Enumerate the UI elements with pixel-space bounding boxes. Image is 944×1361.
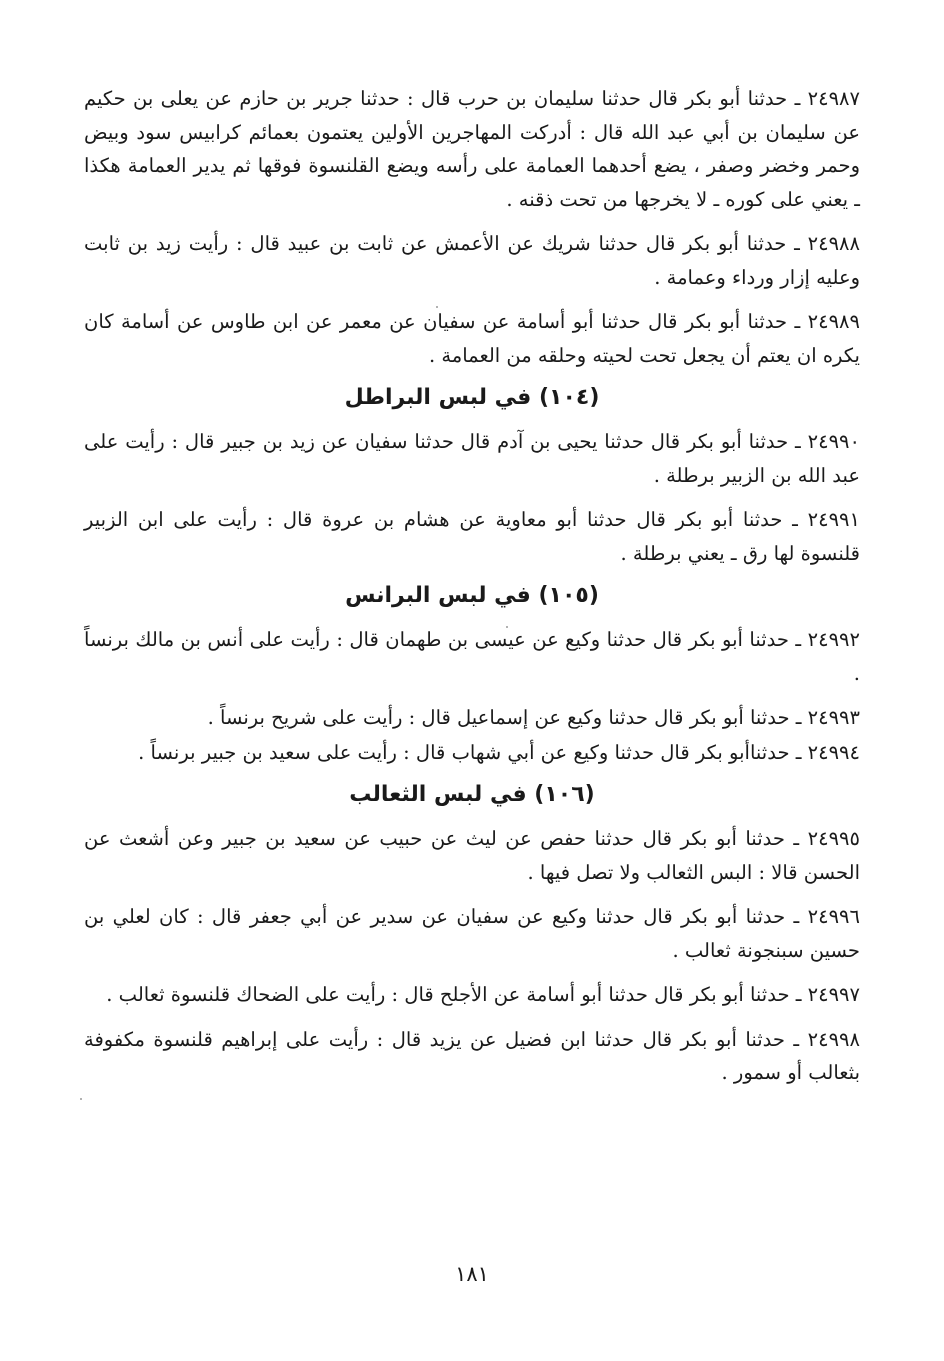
hadith-paragraph-24995: ٢٤٩٩٥ ـ حدثنا أبو بكر قال حدثنا حفص عن ليث عن حبيب عن سعيد بن جبير وعن أشعث عن الحسن قالا : البس الثعالب ولا تصل فيها . bbox=[84, 827, 860, 884]
hadith-paragraph-24993: ٢٤٩٩٣ ـ حدثنا أبو بكر قال حدثنا وكيع عن إسماعيل قال : رأيت على شريح برنساً . bbox=[207, 706, 860, 729]
scan-speck bbox=[506, 626, 508, 628]
page-number: ١٨١ bbox=[455, 1262, 489, 1286]
section-heading-104: (١٠٤) في لبس البراطل bbox=[344, 385, 600, 410]
scan-speck bbox=[436, 306, 438, 308]
hadith-paragraph-24991: ٢٤٩٩١ ـ حدثنا أبو بكر قال حدثنا أبو معاوية عن هشام بن عروة قال : رأيت على ابن الزبير قلنسوة لها رق ـ يعني برطلة . bbox=[84, 508, 860, 565]
hadith-paragraph-24996: ٢٤٩٩٦ ـ حدثنا أبو بكر قال حدثنا وكيع عن سفيان عن سدير عن أبي جعفر قال : كان لعلي بن حسين سبنجونة ثعالب . bbox=[84, 905, 860, 962]
hadith-paragraph-24998: ٢٤٩٩٨ ـ حدثنا أبو بكر قال حدثنا ابن فضيل عن يزيد قال : رأيت على إبراهيم قلنسوة مكفوفة بثعالب أو سمور . bbox=[84, 1027, 860, 1084]
hadith-paragraph-24992: ٢٤٩٩٢ ـ حدثنا أبو بكر قال حدثنا وكيع عن عيسى بن طهمان قال : رأيت على أنس بن مالك برنساً . bbox=[84, 628, 860, 685]
section-heading-106: (١٠٦) في لبس الثعالب bbox=[349, 782, 595, 807]
hadith-paragraph-24990: ٢٤٩٩٠ ـ حدثنا أبو بكر قال حدثنا يحيى بن آدم قال حدثنا سفيان عن زيد بن جبير قال : رأيت على عبد الله بن الزبير برطلة . bbox=[84, 430, 860, 487]
section-heading-105: (١٠٥) في لبس البرانس bbox=[345, 583, 599, 608]
scan-speck bbox=[80, 1098, 82, 1100]
hadith-paragraph-24988: ٢٤٩٨٨ ـ حدثنا أبو بكر قال حدثنا شريك عن الأعمش عن ثابت بن عبيد قال : رأيت زيد بن ثابت وعليه إزار ورداء وعمامة . bbox=[84, 232, 860, 289]
hadith-paragraph-24994: ٢٤٩٩٤ ـ حدثناأبو بكر قال حدثنا وكيع عن أبي شهاب قال : رأيت على سعيد بن جبير برنساً . bbox=[138, 740, 860, 764]
hadith-paragraph-24989: ٢٤٩٨٩ ـ حدثنا أبو بكر قال حدثنا أبو أسامة عن سفيان عن معمر عن ابن طاوس عن أسامة كان يكره ان يعتم أن يجعل تحت لحيته وحلقه من العمامة . bbox=[84, 310, 860, 367]
hadith-paragraph-24997: ٢٤٩٩٧ ـ حدثنا أبو بكر قال حدثنا أبو أسامة عن الأجلح قال : رأيت على الضحاك قلنسوة ثعالب . bbox=[106, 983, 860, 1006]
hadith-paragraph-24987: ٢٤٩٨٧ ـ حدثنا أبو بكر قال حدثنا سليمان بن حرب قال : حدثنا جرير بن حازم عن يعلى بن حكيم عن سليمان بن أبي عبد الله قال : أدركت المهاجرين الأولين يعتمون بعمائم كرابيس سود وبيض وحمر وخضر وصفر ، يضع أحدهما العمامة على رأسه ويضع القلنسوة فوقها ثم يدير العمامة هكذا ـ يعني على كوره ـ لا يخرجها من تحت ذقنه . bbox=[84, 87, 860, 211]
